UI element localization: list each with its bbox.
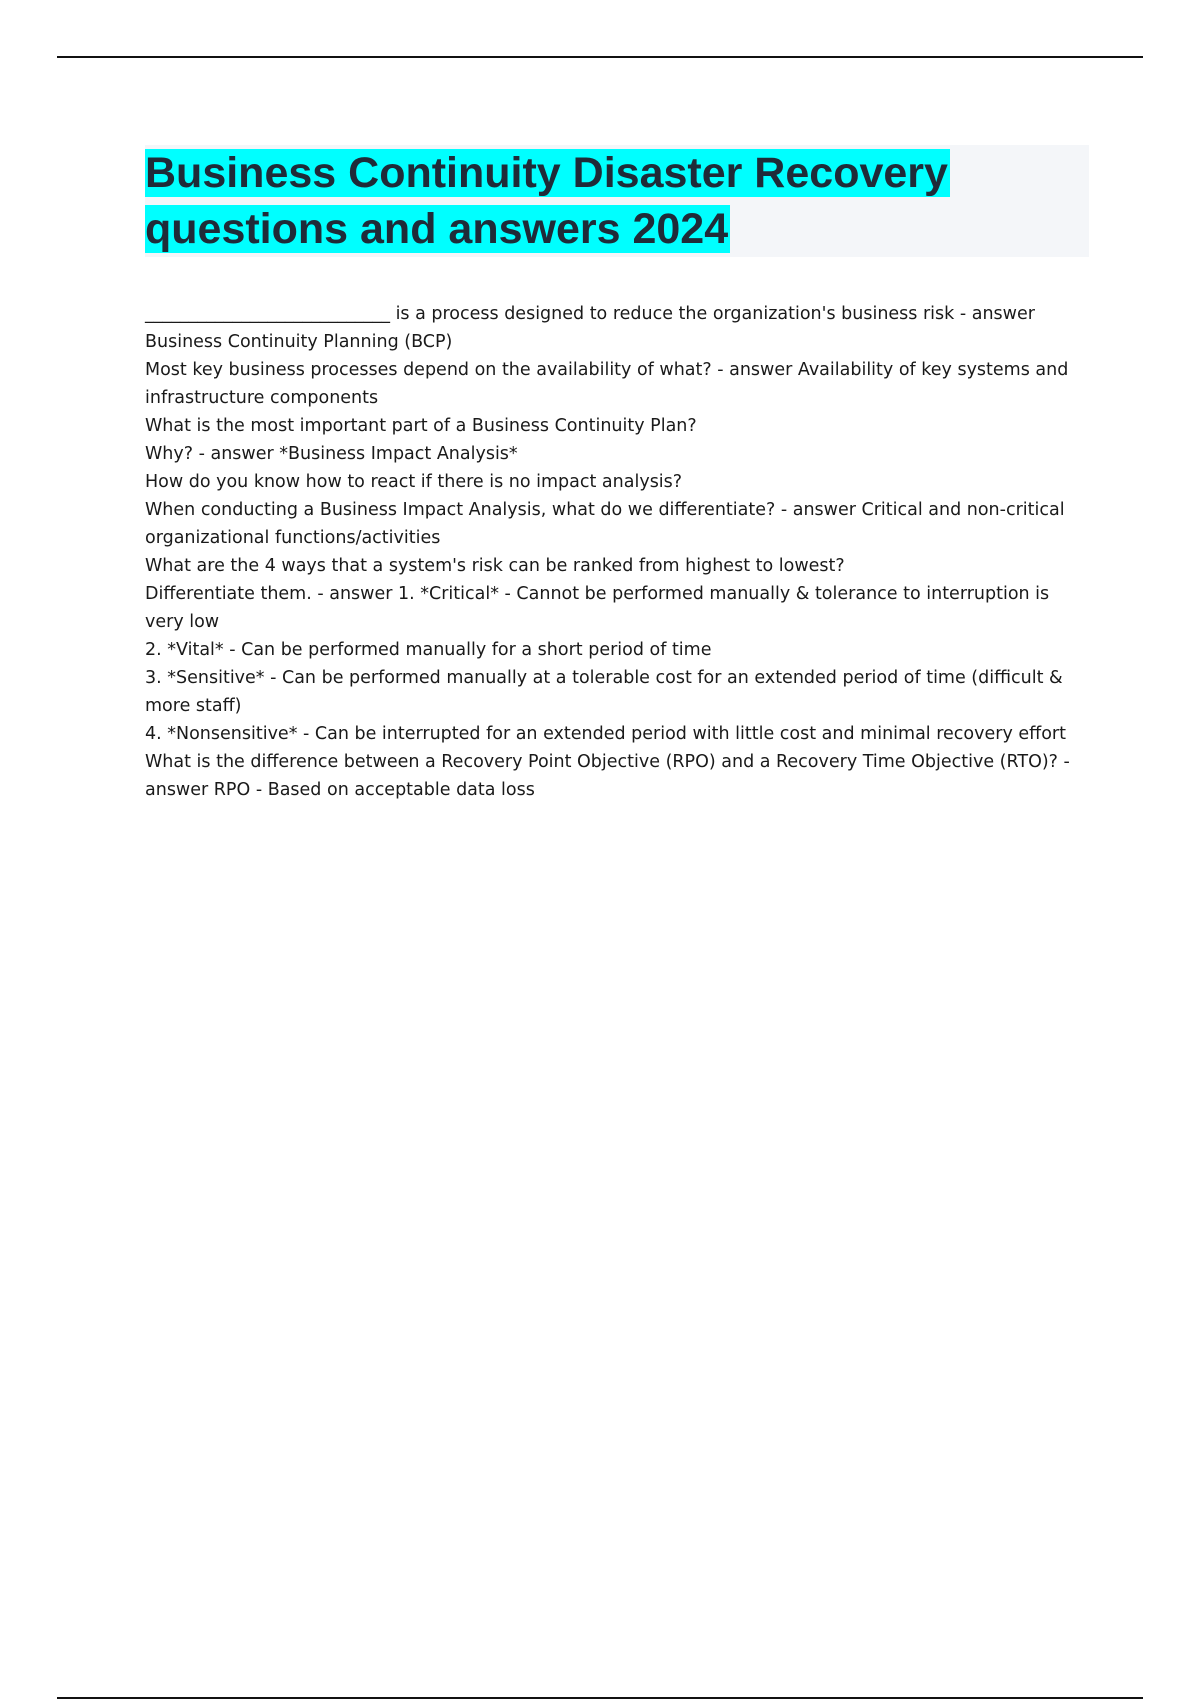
list-item-vital: 2. *Vital* - Can be performed manually for a short period of time bbox=[145, 640, 712, 660]
qa-content bbox=[145, 300, 1090, 804]
qa-text: is a process designed to reduce the organization's business risk - answer Business Continuity Planning (BCP) bbox=[145, 304, 1035, 352]
qa-item-availability: Most key business processes depend on the availability of what? - answer Availability of key systems and infrastructure components bbox=[145, 360, 1069, 408]
qa-item-rpo-rto: What is the difference between a Recovery Point Objective (RPO) and a Recovery Time Objective (RTO)? - answer RPO - Based on acceptable data loss bbox=[145, 752, 1070, 800]
qa-item-why-bia: Why? - answer *Business Impact Analysis* bbox=[145, 444, 518, 464]
document-title bbox=[145, 145, 1089, 257]
title-block bbox=[145, 145, 1089, 257]
list-item-sensitive: 3. *Sensitive* - Can be performed manually at a tolerable cost for an extended period of time (difficult & more staff) bbox=[145, 668, 1063, 716]
title-line-2: questions and answers 2024 bbox=[145, 205, 729, 253]
list-item-nonsensitive: 4. *Nonsensitive* - Can be interrupted for an extended period with little cost and minimal recovery effort bbox=[145, 724, 1066, 744]
fill-in-blank: ____________________________ bbox=[145, 304, 390, 324]
qa-item-bcp-important-part: What is the most important part of a Business Continuity Plan? bbox=[145, 416, 697, 436]
qa-item-bcp bbox=[145, 300, 1090, 356]
qa-item-risk-ranking: What are the 4 ways that a system's risk can be ranked from highest to lowest? bbox=[145, 556, 845, 576]
qa-item-react-no-analysis: How do you know how to react if there is no impact analysis? bbox=[145, 472, 683, 492]
title-line-1: Business Continuity Disaster Recovery bbox=[145, 149, 948, 197]
list-item-critical: Differentiate them. - answer 1. *Critical* - Cannot be performed manually & tolerance to interruption is very low bbox=[145, 584, 1050, 632]
footer-rule bbox=[57, 1697, 1143, 1699]
header-rule bbox=[57, 56, 1143, 58]
qa-item-bia-differentiate: When conducting a Business Impact Analysis, what do we differentiate? - answer Critical and non-critical organizational functions/activities bbox=[145, 500, 1065, 548]
